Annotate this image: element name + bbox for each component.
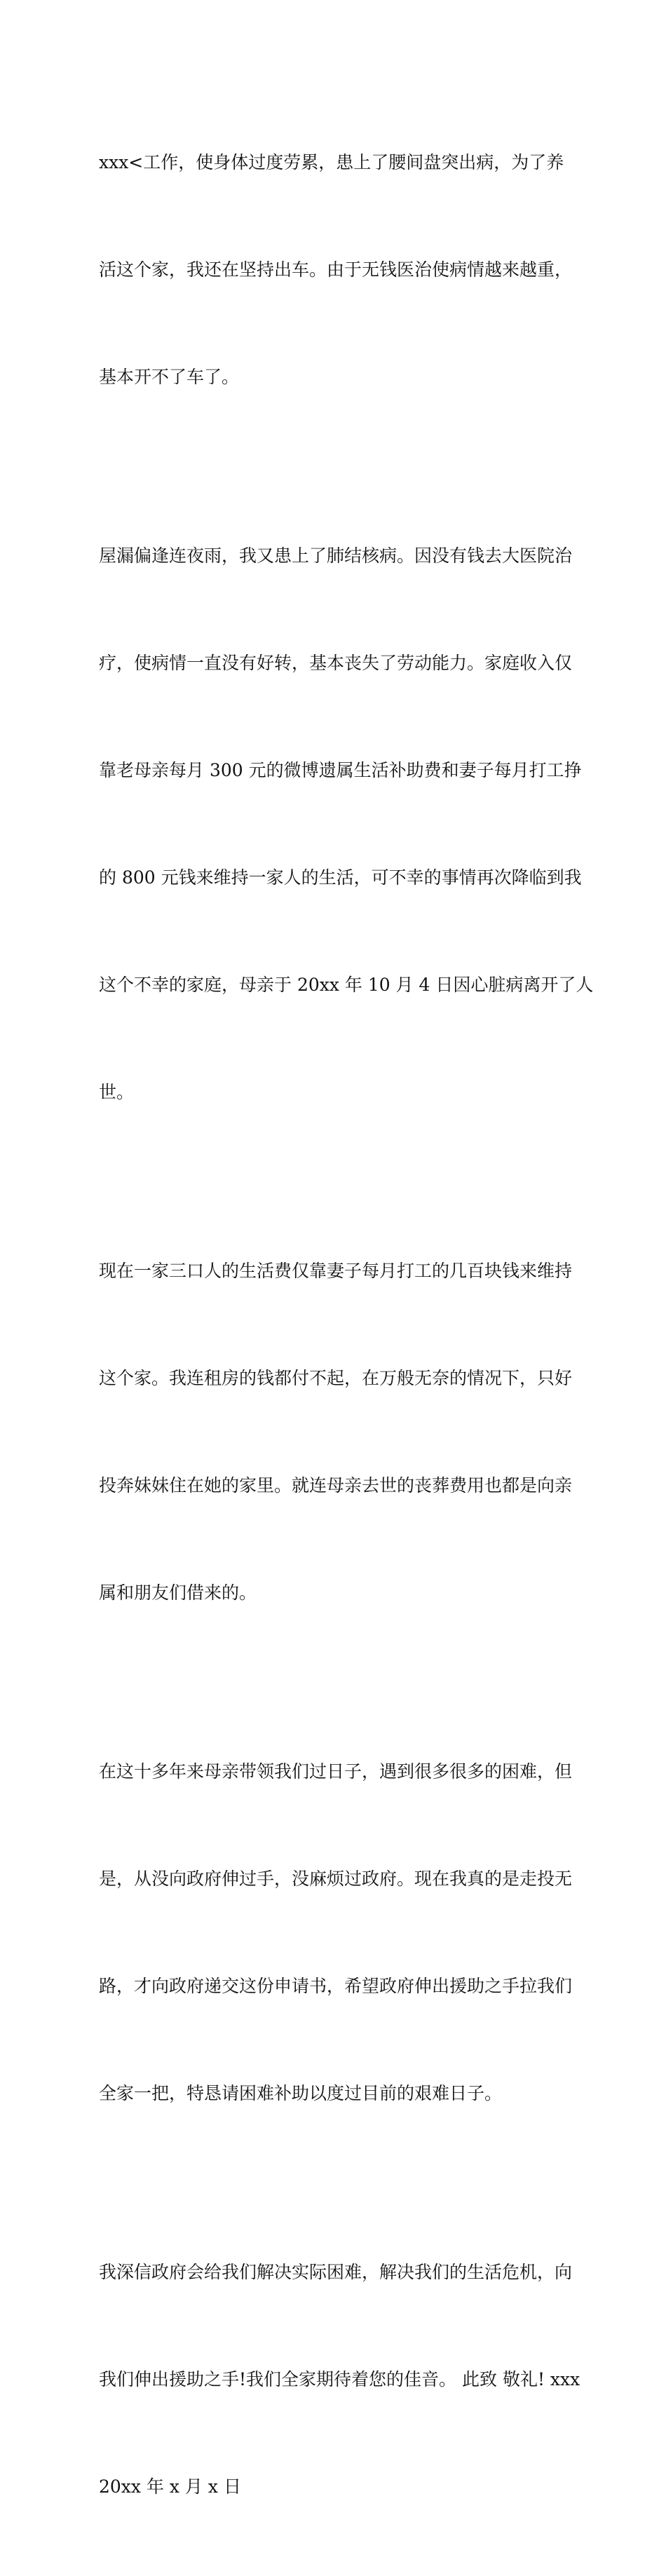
text-line: 我深信政府会给我们解决实际困难，解决我们的生活危机，向: [99, 2262, 573, 2282]
paragraph-2: [99, 466, 594, 1181]
text-line: 这个家。我连租房的钱都付不起，在万般无奈的情况下，只好: [99, 1368, 573, 1388]
paragraph-4: [99, 1682, 576, 2183]
text-line: 属和朋友们借来的。: [99, 1582, 257, 1603]
text-line: 投奔妹妹住在她的家里。就连母亲去世的丧葬费用也都是向亲: [99, 1475, 573, 1496]
text-line: xxx<工作，使身体过度劳累，患上了腰间盘突出病，为了养: [99, 152, 564, 172]
document-body: [99, 73, 594, 2576]
paragraph-1: [99, 73, 576, 466]
text-line: 的 800 元钱来维持一家人的生活，可不幸的事情再次降临到我: [99, 867, 582, 888]
text-line: 路，才向政府递交这份申请书，希望政府伸出援助之手拉我们: [99, 1976, 573, 1996]
text-line: 在这十多年来母亲带领我们过日子，遇到很多很多的困难，但: [99, 1761, 573, 1782]
text-line: 活这个家，我还在坚持出车。由于无钱医治使病情越来越重，: [99, 259, 573, 280]
paragraph-3: [99, 1181, 576, 1682]
text-line: 靠老母亲每月 300 元的微博遗属生活补助费和妻子每月打工挣: [99, 760, 582, 780]
text-line: 基本开不了车了。: [99, 367, 240, 387]
text-line: 世。: [99, 1082, 135, 1102]
text-line: 我们伸出援助之手!我们全家期待着您的佳音。 此致 敬礼! xxx: [99, 2369, 580, 2389]
paragraph-5: [99, 2183, 580, 2576]
text-line: 这个不幸的家庭，母亲于 20xx 年 10 月 4 日因心脏病离开了人: [99, 975, 594, 995]
text-line: 是，从没向政府伸过手，没麻烦过政府。现在我真的是走投无: [99, 1869, 573, 1889]
text-line: 疗，使病情一直没有好转，基本丧失了劳动能力。家庭收入仅: [99, 653, 573, 673]
text-line: 现在一家三口人的生活费仅靠妻子每月打工的几百块钱来维持: [99, 1261, 573, 1281]
text-line: 屋漏偏逢连夜雨，我又患上了肺结核病。因没有钱去大医院治: [99, 545, 573, 566]
text-line: 全家一把，特恳请困难补助以度过目前的艰难日子。: [99, 2083, 503, 2103]
date-line: 20xx 年 x 月 x 日: [99, 2476, 241, 2497]
